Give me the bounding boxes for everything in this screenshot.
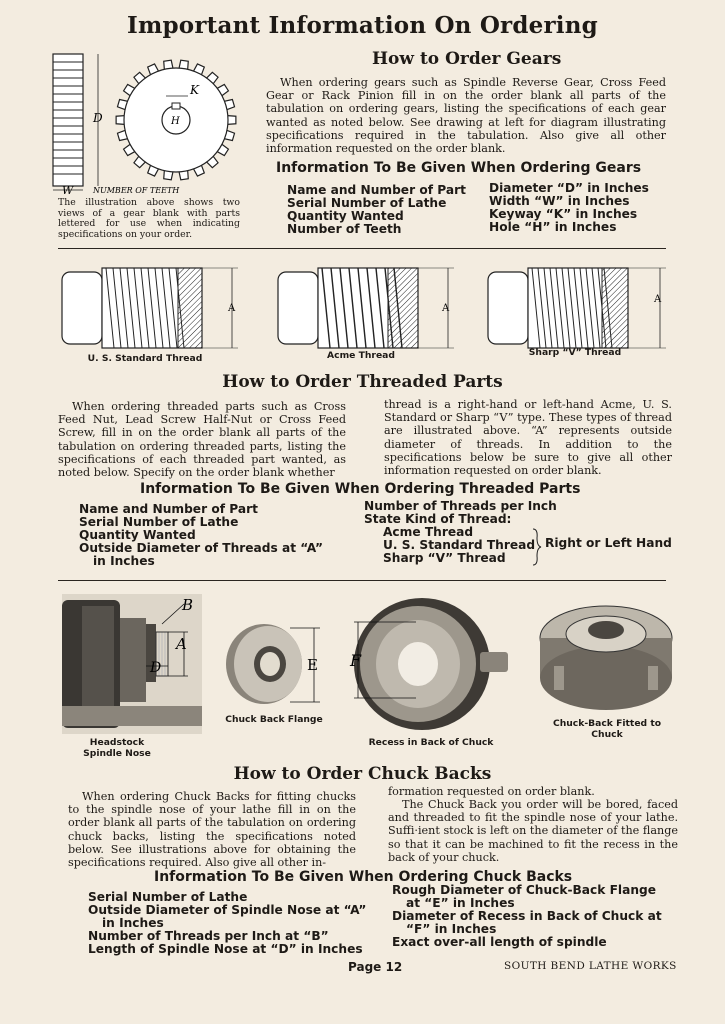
acme-thread-caption: Acme Thread [327,350,395,361]
spec-line: Outside Diameter of Threads at “A” [79,541,324,555]
label-f: F [350,651,362,670]
page-number: Page 12 [348,960,403,974]
flange-caption: Chuck Back Flange [225,714,323,725]
chucks-paragraph-left: When ordering Chuck Backs for fitting chucks to the spindle nose of your lathe fill in on the order blank all parts of the tabulation on ordering chuck backs, listing the specifications noted below. See illustrations above for obtaining the specifications required. Also give all other in- [68,790,356,870]
chucks-info-right [392,884,662,949]
spec-line: Sharp “V” Thread [383,551,506,565]
chucks-info-heading: Information To Be Given When Ordering Chuck Backs [154,869,573,885]
label-d: D [150,660,162,676]
spec-line: Quantity Wanted [287,209,404,223]
recess-caption: Recess in Back of Chuck [368,737,494,748]
label-e: E [307,656,318,674]
gears-info-left [287,184,466,236]
gears-info-right [489,182,649,234]
spec-line: Hole “H” in Inches [489,220,617,234]
gear-caption: The illustration above shows two views of a gear blank with parts lettered for use when indicating specifications on your order. [58,197,240,240]
thread-hand-note: Right or Left Hand [545,536,672,550]
threads-paragraph-left: When ordering threaded parts such as Cross Feed Nut, Lead Screw Half-Nut or Cross Feed Screw, fill in on the order blank all parts of the tabulation on ordering threaded parts, listing the specifications of each threaded part wanted, as noted below. Specify on the order blank whether [58,400,346,480]
spec-line: Number of Threads per Inch [364,499,557,513]
chucks-paragraph-right-2: The Chuck Back you order will be bored, faced and threaded to fit the spindle nose of your lathe. Suffi·ient stock is left on the diameter of the flange so that it can be machined to fit the recess in the back of your chuck. [388,798,678,864]
chuck-back-fitted-illustration [536,600,676,716]
sharp-v-thread-illustration [486,262,676,352]
gear-label-w: W [62,184,74,197]
threads-info-left [79,503,323,568]
chucks-info-left [88,891,366,956]
company-name: SOUTH BEND LATHE WORKS [504,960,677,972]
divider [58,248,666,249]
thread-label-a: A [228,303,236,314]
divider [58,580,666,581]
gear-label-teeth: NUMBER OF TEETH [93,186,180,195]
spec-line: Name and Number of Part [287,183,466,197]
spec-line: at “E” in Inches [406,896,515,910]
spec-line: in Inches [93,554,155,568]
threads-paragraph-right: thread is a right-hand or left-hand Acme, U. S. Standard or Sharp “V” type. These types of thread are illustrated above. “A” represents outside diameter of threads. In addition to the specifications below be sure to give all other information requested on order blank. [384,398,672,478]
gear-label-h: H [171,116,180,127]
recess-in-chuck-illustration [346,594,516,734]
spec-line: in Inches [102,916,164,930]
spec-line: Length of Spindle Nose at “D” in Inches [88,942,363,956]
spec-line: Serial Number of Lathe [88,890,248,904]
spec-line: Outside Diameter of Spindle Nose at “A” [88,903,367,917]
spec-line: Keyway “K” in Inches [489,207,638,221]
spec-line: Name and Number of Part [79,502,258,516]
spec-line: Diameter of Recess in Back of Chuck at [392,909,662,923]
thread-label-a: A [654,294,662,305]
thread-label-a: A [442,303,450,314]
gears-paragraph: When ordering gears such as Spindle Reverse Gear, Cross Feed Gear or Rack Pinion fill in on the order blank all parts of the tabulation on ordering gears, listing the specifications of each gear wanted as noted below. See drawing at left for diagram illustrating specifications required in the tabulation. Also give all other information requested on the order blank. [266,76,666,156]
threads-info-right [364,500,557,565]
spec-line: State Kind of Thread: [364,512,512,526]
headstock-spindle-nose-illustration [62,594,202,734]
spec-line: Diameter “D” in Inches [489,181,649,195]
gears-heading: How to Order Gears [372,49,562,69]
threads-heading: How to Order Threaded Parts [222,372,503,392]
spec-line: Width “W” in Inches [489,194,630,208]
gears-info-heading: Information To Be Given When Ordering Gears [276,160,642,176]
spec-line: Exact over-all length of spindle [392,935,607,949]
us-standard-thread-caption: U. S. Standard Thread [87,353,203,364]
us-standard-thread-illustration [60,262,250,352]
thread-kind-brace [532,528,542,566]
spec-line: Serial Number of Lathe [79,515,239,529]
label-b: B [182,596,194,614]
spec-line: Rough Diameter of Chuck-Back Flange [392,883,656,897]
fitted-caption: Chuck-Back Fitted to Chuck [552,718,662,740]
spindle-nose-caption: Headstock Spindle Nose [83,737,151,759]
spec-line: Serial Number of Lathe [287,196,447,210]
spec-line: U. S. Standard Thread [383,538,536,552]
threads-info-heading: Information To Be Given When Ordering Threaded Parts [140,481,581,497]
spec-line: Number of Teeth [287,222,402,236]
chuck-back-flange-illustration [224,620,334,710]
chucks-paragraph-right-1: formation requested on order blank. [388,785,595,798]
gear-label-k: K [190,83,199,97]
spec-line: Acme Thread [383,525,474,539]
label-a: A [176,635,187,653]
sharp-v-thread-caption: Sharp “V” Thread [528,347,622,358]
gear-label-d: D [93,111,103,125]
page-title: Important Information On Ordering [127,12,598,39]
spec-line: Number of Threads per Inch at “B” [88,929,329,943]
spec-line: Quantity Wanted [79,528,196,542]
gear-diagram [48,48,248,198]
spec-line: “F” in Inches [406,922,497,936]
chucks-heading: How to Order Chuck Backs [233,764,492,784]
acme-thread-illustration [276,262,466,352]
